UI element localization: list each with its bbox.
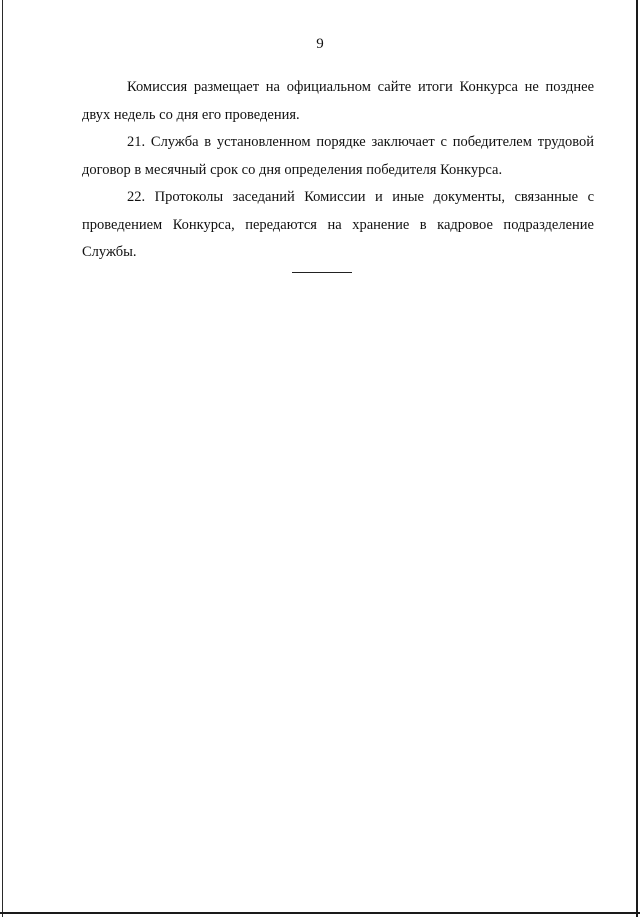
scan-edge-right [636, 0, 638, 917]
page-number: 9 [316, 36, 324, 52]
scan-edge-bottom [0, 912, 640, 914]
scan-edge-left [2, 0, 3, 917]
paragraph-21-employment-contract: 21. Служба в установленном порядке заключает с победителем трудовой договор в месячный срок со дня определения победителя Конкурса. [82, 134, 594, 178]
document-body [82, 74, 594, 267]
paragraph-results-publication: Комиссия размещает на официальном сайте итоги Конкурса не позднее двух недель со дня его проведения. [82, 79, 594, 123]
paragraph-22-protocol-storage: 22. Протоколы заседаний Комиссии и иные документы, связанные с проведением Конкурса, передаются на хранение в кадровое подразделение Службы. [82, 189, 594, 260]
closing-divider-line [292, 272, 352, 273]
